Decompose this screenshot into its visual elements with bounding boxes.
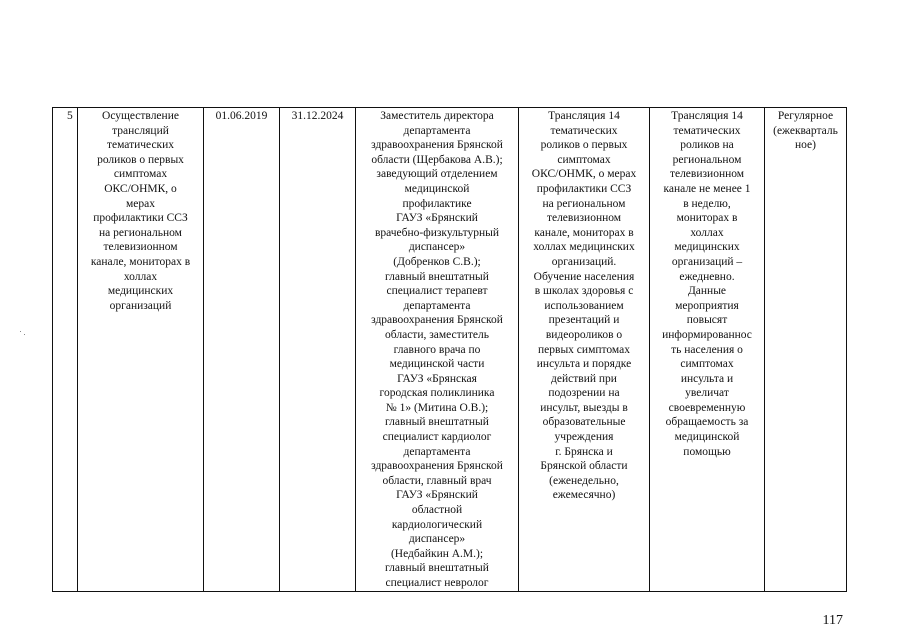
table-row — [53, 108, 847, 592]
row-number-cell: 5 — [53, 108, 78, 592]
result-cell: Трансляция 14 тематических роликов на региональном телевизионном канале не менее 1 в неделю, мониторах в холлах медицинских организаций – ежедневно. Данные мероприятия повысят информированнос ть населения о симптомах инсульта и увеличат своевременную обращаемость за медицинской помощью — [650, 108, 765, 592]
end-date-cell: 31.12.2024 — [280, 108, 356, 592]
event-name-cell: Осуществление трансляций тематических роликов о первых симптомах ОКС/ОНМК, о мерах профилактики ССЗ на региональном телевизионном канале, мониторах в холлах медицинских организаций — [78, 108, 204, 592]
responsible-cell: Заместитель директора департамента здравоохранения Брянской области (Щербакова А.В.); заведующий отделением медицинской профилактике ГАУЗ «Брянский врачебно-физкультурный диспансер» (Добренков С.В.); главный внештатный специалист терапевт департамента здравоохранения Брянской области, заместитель главного врача по медицинской части ГАУЗ «Брянская городская поликлиника № 1» (Митина О.В.); главный внештатный специалист кардиолог департамента здравоохранения Брянской области, главный врач ГАУЗ «Брянский областной кардиологический диспансер» (Недбайкин А.М.); главный внештатный специалист невролог — [356, 108, 519, 592]
scan-speck — [20, 331, 21, 332]
start-date-cell: 01.06.2019 — [204, 108, 280, 592]
characteristic-cell: Трансляция 14 тематических роликов о первых симптомах ОКС/ОНМК, о мерах профилактики ССЗ на региональном телевизионном канале, мониторах в холлах медицинских организаций. Обучение населения в школах здоровья с использованием презентаций и видеороликов о первых симптомах инсульта и порядке действий при подозрении на инсульт, выезды в образовательные учреждения г. Брянска и Брянской области (еженедельно, ежемесячно) — [519, 108, 650, 592]
plan-table — [52, 107, 847, 592]
scan-speck — [24, 334, 25, 335]
frequency-cell: Регулярное (ежекварталь ное) — [765, 108, 847, 592]
page-number: 117 — [822, 613, 843, 628]
